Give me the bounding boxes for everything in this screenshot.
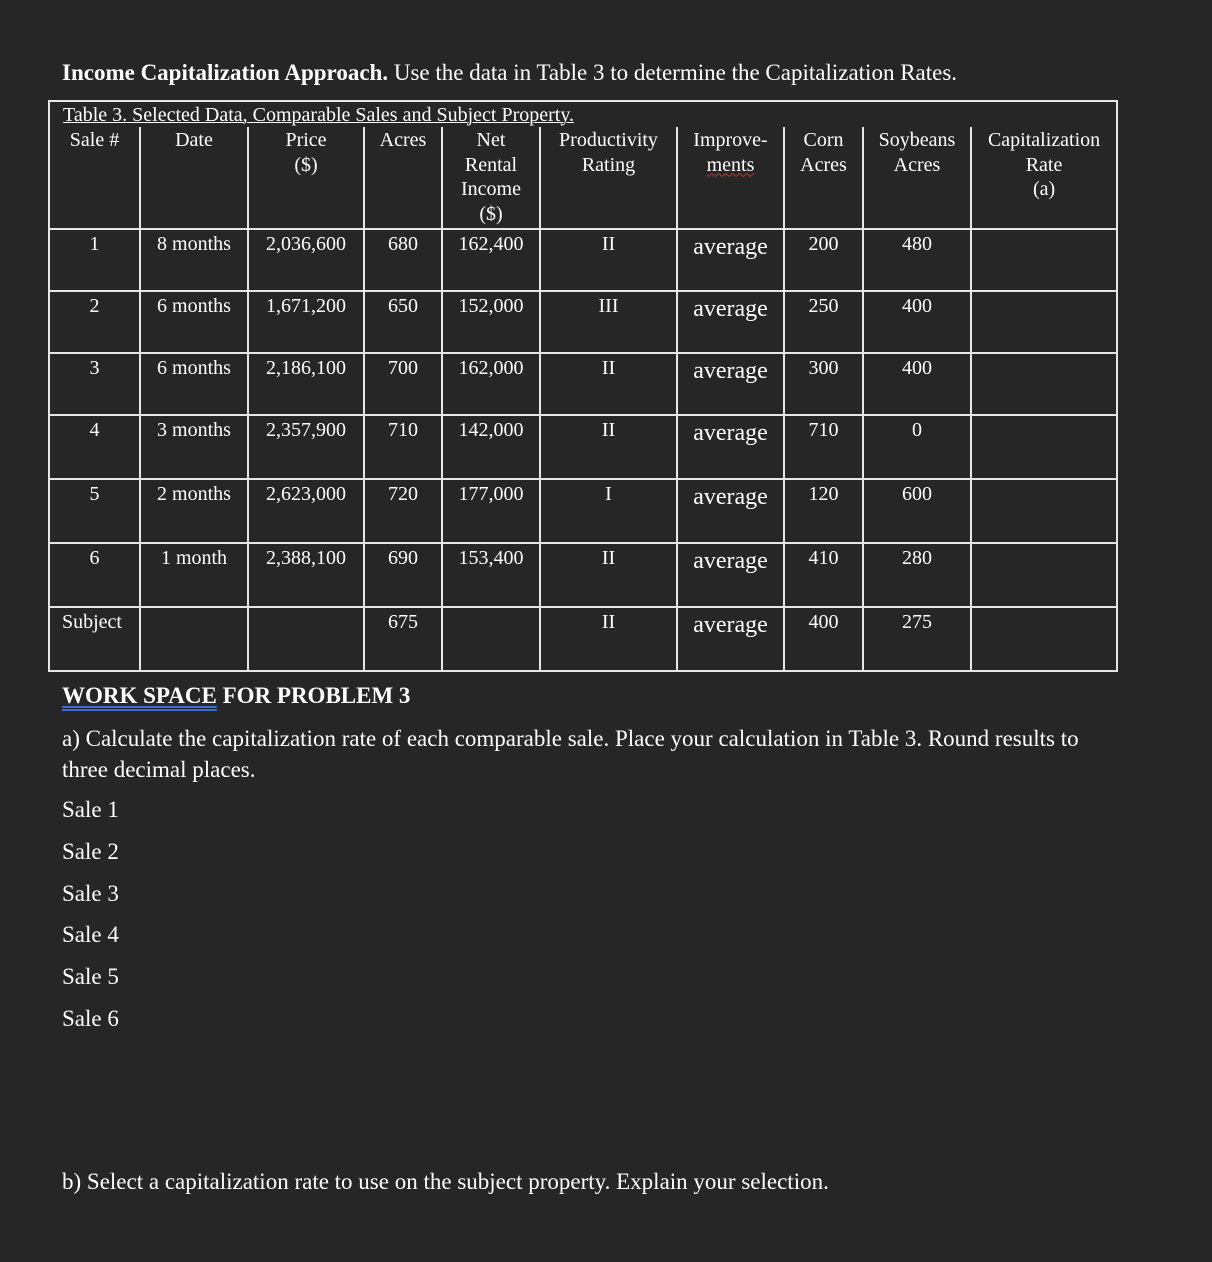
cell-capitalization-rate[interactable] [971,479,1117,543]
cell-corn-acres: 710 [784,415,863,479]
table-row-subject [49,607,1117,671]
cell-corn-acres: 120 [784,479,863,543]
header-price: Price ($) [248,127,364,229]
cell-acres: 710 [364,415,442,479]
header-net-rental-income: Net Rental Income ($) [442,127,540,229]
cell-productivity: II [540,607,677,671]
sale-label: Sale 2 [62,838,119,864]
cell-improvements: average [677,607,784,671]
header-improvements: Improve- ments [677,127,784,229]
cell-sale: Subject [49,607,140,671]
heading-text: Use the data in Table 3 to determine the Capitalization Rates. [388,60,958,85]
cell-soybeans-acres: 280 [863,543,971,607]
heading-bold: Income Capitalization Approach. [62,60,389,85]
cell-acres: 650 [364,291,442,353]
cell-capitalization-rate[interactable] [971,291,1117,353]
cell-corn-acres: 410 [784,543,863,607]
cell-acres: 720 [364,479,442,543]
cell-improvements: average [677,479,784,543]
cell-acres: 690 [364,543,442,607]
question-part-b: b) Select a capitalization rate to use on the subject property. Explain your selection. [62,1169,829,1194]
cell-net-rental-income: 162,000 [442,353,540,415]
sale-label: Sale 3 [62,880,119,906]
cell-sale: 2 [49,291,140,353]
cell-date: 6 months [140,353,248,415]
cell-acres: 700 [364,353,442,415]
cell-net-rental-income [442,607,540,671]
sale-label: Sale 5 [62,964,119,990]
cell-date: 1 month [140,543,248,607]
header-soybeans-acres: Soybeans Acres [863,127,971,229]
cell-sale: 4 [49,415,140,479]
cell-price: 2,623,000 [248,479,364,543]
table-row [49,353,1117,415]
header-capitalization-rate: Capitalization Rate (a) [971,127,1117,229]
cell-corn-acres: 300 [784,353,863,415]
sale-label: Sale 1 [62,797,119,822]
header-date: Date [140,127,248,229]
cell-capitalization-rate[interactable] [971,353,1117,415]
problem-heading [62,60,957,86]
table-row [49,291,1117,353]
cell-acres: 675 [364,607,442,671]
cell-net-rental-income: 142,000 [442,415,540,479]
cell-capitalization-rate[interactable] [971,415,1117,479]
cell-soybeans-acres: 275 [863,607,971,671]
workspace-title-underlined: WORK SPACE [62,683,217,708]
cell-improvements: average [677,229,784,291]
cell-capitalization-rate[interactable] [971,229,1117,291]
cell-soybeans-acres: 400 [863,291,971,353]
cell-date: 6 months [140,291,248,353]
cell-soybeans-acres: 480 [863,229,971,291]
cell-productivity: II [540,229,677,291]
cell-sale: 1 [49,229,140,291]
sales-list [62,796,119,1047]
cell-price: 2,036,600 [248,229,364,291]
cell-productivity: II [540,543,677,607]
cell-net-rental-income: 177,000 [442,479,540,543]
header-productivity-rating: Productivity Rating [540,127,677,229]
cell-net-rental-income: 153,400 [442,543,540,607]
cell-capitalization-rate[interactable] [971,543,1117,607]
cell-corn-acres: 250 [784,291,863,353]
table-header [49,127,1117,229]
table-row [49,415,1117,479]
table-row [49,479,1117,543]
cell-sale: 5 [49,479,140,543]
cell-date: 3 months [140,415,248,479]
cell-soybeans-acres: 600 [863,479,971,543]
cell-date [140,607,248,671]
header-acres: Acres [364,127,442,229]
cell-capitalization-rate[interactable] [971,607,1117,671]
cell-productivity: III [540,291,677,353]
cell-improvements: average [677,415,784,479]
cell-improvements: average [677,353,784,415]
table-caption: Table 3. Selected Data, Comparable Sales and Subject Property. [49,101,1117,127]
header-sale: Sale # [49,127,140,229]
cell-price: 2,186,100 [248,353,364,415]
header-corn-acres: Corn Acres [784,127,863,229]
cell-price: 1,671,200 [248,291,364,353]
cell-acres: 680 [364,229,442,291]
cell-productivity: II [540,353,677,415]
table-row [49,229,1117,291]
cell-net-rental-income: 162,400 [442,229,540,291]
workspace-title-rest: FOR PROBLEM 3 [216,683,411,708]
cell-sale: 6 [49,543,140,607]
cell-soybeans-acres: 0 [863,415,971,479]
workspace-title [62,683,410,709]
cell-corn-acres: 200 [784,229,863,291]
table-3 [48,100,1118,672]
table-row [49,543,1117,607]
cell-price: 2,388,100 [248,543,364,607]
sale-label: Sale 4 [62,922,119,948]
cell-net-rental-income: 152,000 [442,291,540,353]
cell-improvements: average [677,291,784,353]
sale-label: Sale 6 [62,1005,119,1031]
cell-price: 2,357,900 [248,415,364,479]
cell-productivity: I [540,479,677,543]
cell-corn-acres: 400 [784,607,863,671]
cell-date: 2 months [140,479,248,543]
cell-sale: 3 [49,353,140,415]
cell-soybeans-acres: 400 [863,353,971,415]
cell-productivity: II [540,415,677,479]
question-part-a: a) Calculate the capitalization rate of each comparable sale. Place your calculation in Table 3. Round results to three decimal places. [62,726,1079,782]
cell-improvements: average [677,543,784,607]
cell-date: 8 months [140,229,248,291]
cell-price [248,607,364,671]
